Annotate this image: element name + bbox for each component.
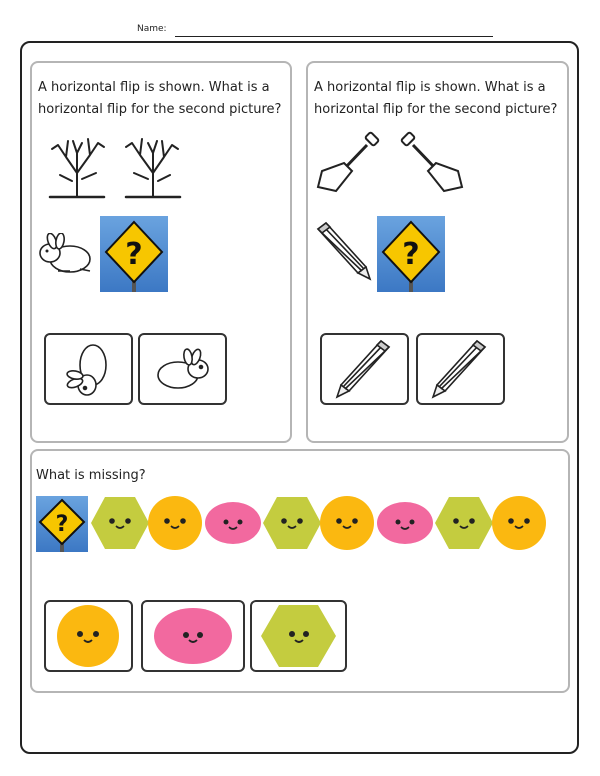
green-hexagon xyxy=(90,496,150,550)
question-sign-icon xyxy=(377,216,445,292)
answer-choice-3c[interactable] xyxy=(250,600,347,672)
pink-oval xyxy=(143,602,243,670)
green-hexagon xyxy=(262,496,322,550)
yellow-circle xyxy=(147,495,203,551)
svg-text:?: ? xyxy=(55,512,69,537)
name-label: Name: xyxy=(137,24,167,34)
yellow-circle xyxy=(46,602,131,670)
tree-icon xyxy=(46,135,108,199)
shovel-icon xyxy=(396,131,466,197)
answer-choice-1a[interactable] xyxy=(44,333,133,405)
svg-text:?: ? xyxy=(402,237,420,272)
rabbit-icon xyxy=(36,233,96,275)
green-hexagon xyxy=(252,602,345,670)
answer-choice-2a[interactable] xyxy=(320,333,409,405)
shovel-icon xyxy=(314,131,384,197)
question-3-text: What is missing? xyxy=(36,468,146,483)
question-2-text: A horizontal flip is shown. What is a horizontal flip for the second picture? xyxy=(314,80,558,117)
pink-oval xyxy=(376,501,434,545)
pink-oval xyxy=(204,501,262,545)
green-hexagon xyxy=(434,496,494,550)
answer-choice-3b[interactable] xyxy=(141,600,245,672)
question-1-text: A horizontal flip is shown. What is a horizontal flip for the second picture? xyxy=(38,80,282,117)
answer-choice-3a[interactable] xyxy=(44,600,133,672)
answer-choice-1b[interactable] xyxy=(138,333,227,405)
pencil-icon xyxy=(314,221,374,283)
question-panel-3 xyxy=(30,449,570,693)
name-line[interactable] xyxy=(175,36,493,37)
svg-text:?: ? xyxy=(125,237,143,272)
pencil-icon xyxy=(322,335,407,403)
yellow-circle xyxy=(491,495,547,551)
question-sign-icon xyxy=(100,216,168,292)
pencil-icon xyxy=(418,335,503,403)
yellow-circle xyxy=(319,495,375,551)
tree-icon xyxy=(122,135,184,199)
question-panel-2 xyxy=(306,61,569,443)
rabbit-rotated-icon xyxy=(46,335,131,403)
rabbit-flipped-icon xyxy=(140,335,225,403)
question-sign-icon xyxy=(36,496,88,552)
question-panel-1 xyxy=(30,61,292,443)
answer-choice-2b[interactable] xyxy=(416,333,505,405)
